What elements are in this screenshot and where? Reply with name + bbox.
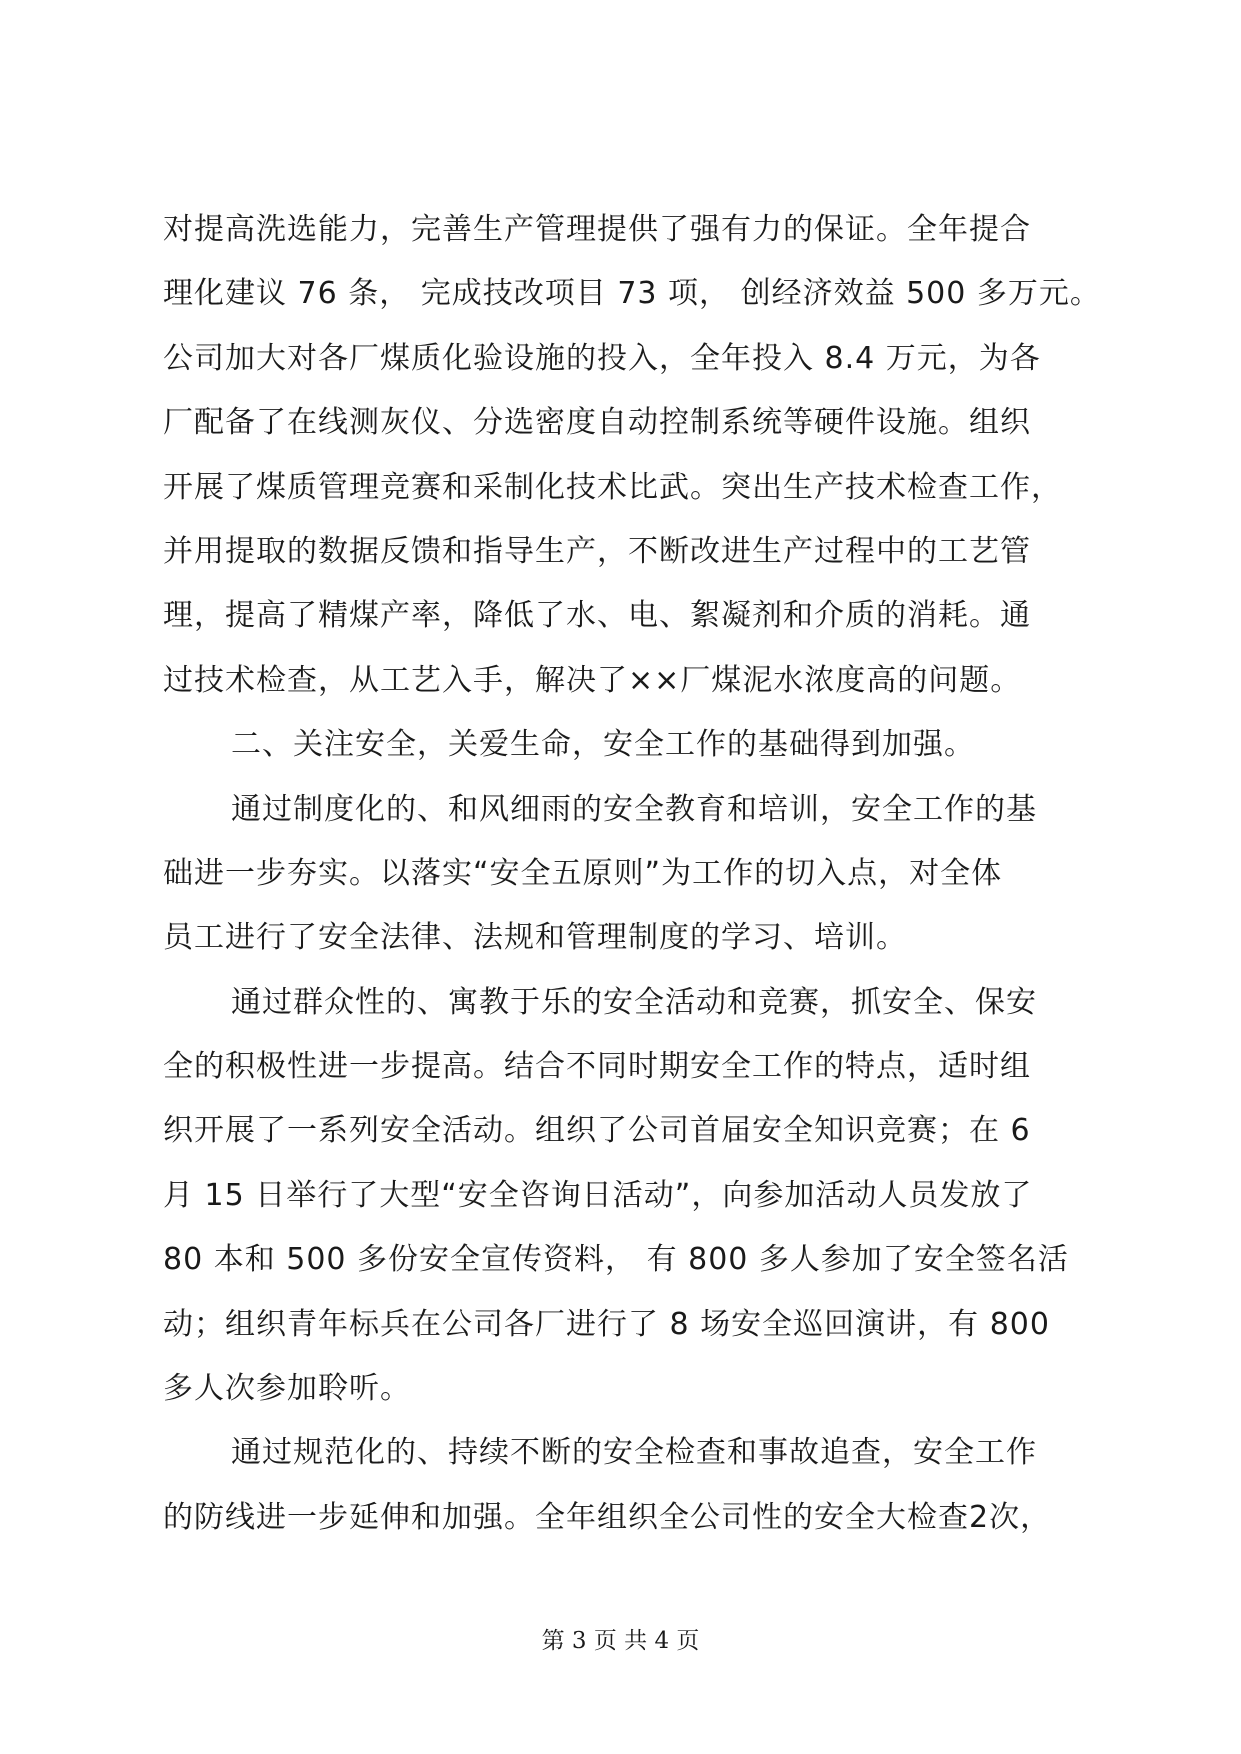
paragraph-technical [163, 198, 1101, 713]
text-line: 通过制度化的、和风细雨的安全教育和培训，安全工作的基 [231, 791, 1037, 827]
page-number: 第 3 页 共 4 页 [541, 1628, 700, 1654]
text-line: 全的积极性进一步提高。结合不同时期安全工作的特点，适时组 [163, 1049, 1031, 1085]
text-line: 开展了煤质管理竞赛和采制化技术比武。突出生产技术检查工作， [163, 469, 1062, 505]
section-heading [163, 713, 1083, 777]
text-line: 80 本和 500 多份安全宣传资料， 有 800 多人参加了安全签名活 [163, 1242, 1069, 1278]
text-line: 过技术检查，从工艺入手，解决了××厂煤泥水浓度高的问题。 [163, 662, 1022, 698]
text-line: 织开展了一系列安全活动。组织了公司首届安全知识竞赛；在 6 [163, 1113, 1031, 1149]
text-line: 动；组织青年标兵在公司各厂进行了 8 场安全巡回演讲，有 800 [163, 1306, 1050, 1342]
paragraph-safety-inspection [163, 1421, 1083, 1550]
text-line: 厂配备了在线测灰仪、分选密度自动控制系统等硬件设施。组织 [163, 405, 1031, 441]
section-heading-text: 二、关注安全，关爱生命，安全工作的基础得到加强。 [231, 727, 975, 763]
text-line: 础进一步夯实。以落实“安全五原则”为工作的切入点，对全体 [163, 855, 1003, 891]
text-line: 多人次参加聆听。 [163, 1371, 411, 1407]
text-line: 的防线进一步延伸和加强。全年组织全公司性的安全大检查2次， [163, 1499, 1052, 1535]
text-line: 并用提取的数据反馈和指导生产，不断改进生产过程中的工艺管 [163, 533, 1031, 569]
text-line: 通过规范化的、持续不断的安全检查和事故追查，安全工作 [231, 1435, 1037, 1471]
text-line: 理，提高了精煤产率，降低了水、电、絮凝剂和介质的消耗。通 [163, 598, 1031, 634]
paragraph-safety-activities [163, 971, 1083, 1422]
text-line: 对提高洗选能力，完善生产管理提供了强有力的保证。全年提合 [163, 212, 1031, 247]
text-line: 通过群众性的、寓教于乐的安全活动和竞赛，抓安全、保安 [231, 984, 1037, 1020]
text-line: 理化建议 76 条， 完成技改项目 73 项， 创经济效益 500 多万元。 [163, 276, 1101, 312]
text-line: 月 15 日举行了大型“安全咨询日活动”，向参加活动人员发放了 [163, 1177, 1033, 1213]
text-line: 公司加大对各厂煤质化验设施的投入，全年投入 8.4 万元，为各 [163, 340, 1041, 376]
document-body [163, 198, 1101, 1550]
paragraph-safety-education [163, 778, 1083, 971]
text-line: 员工进行了安全法律、法规和管理制度的学习、培训。 [163, 920, 907, 956]
